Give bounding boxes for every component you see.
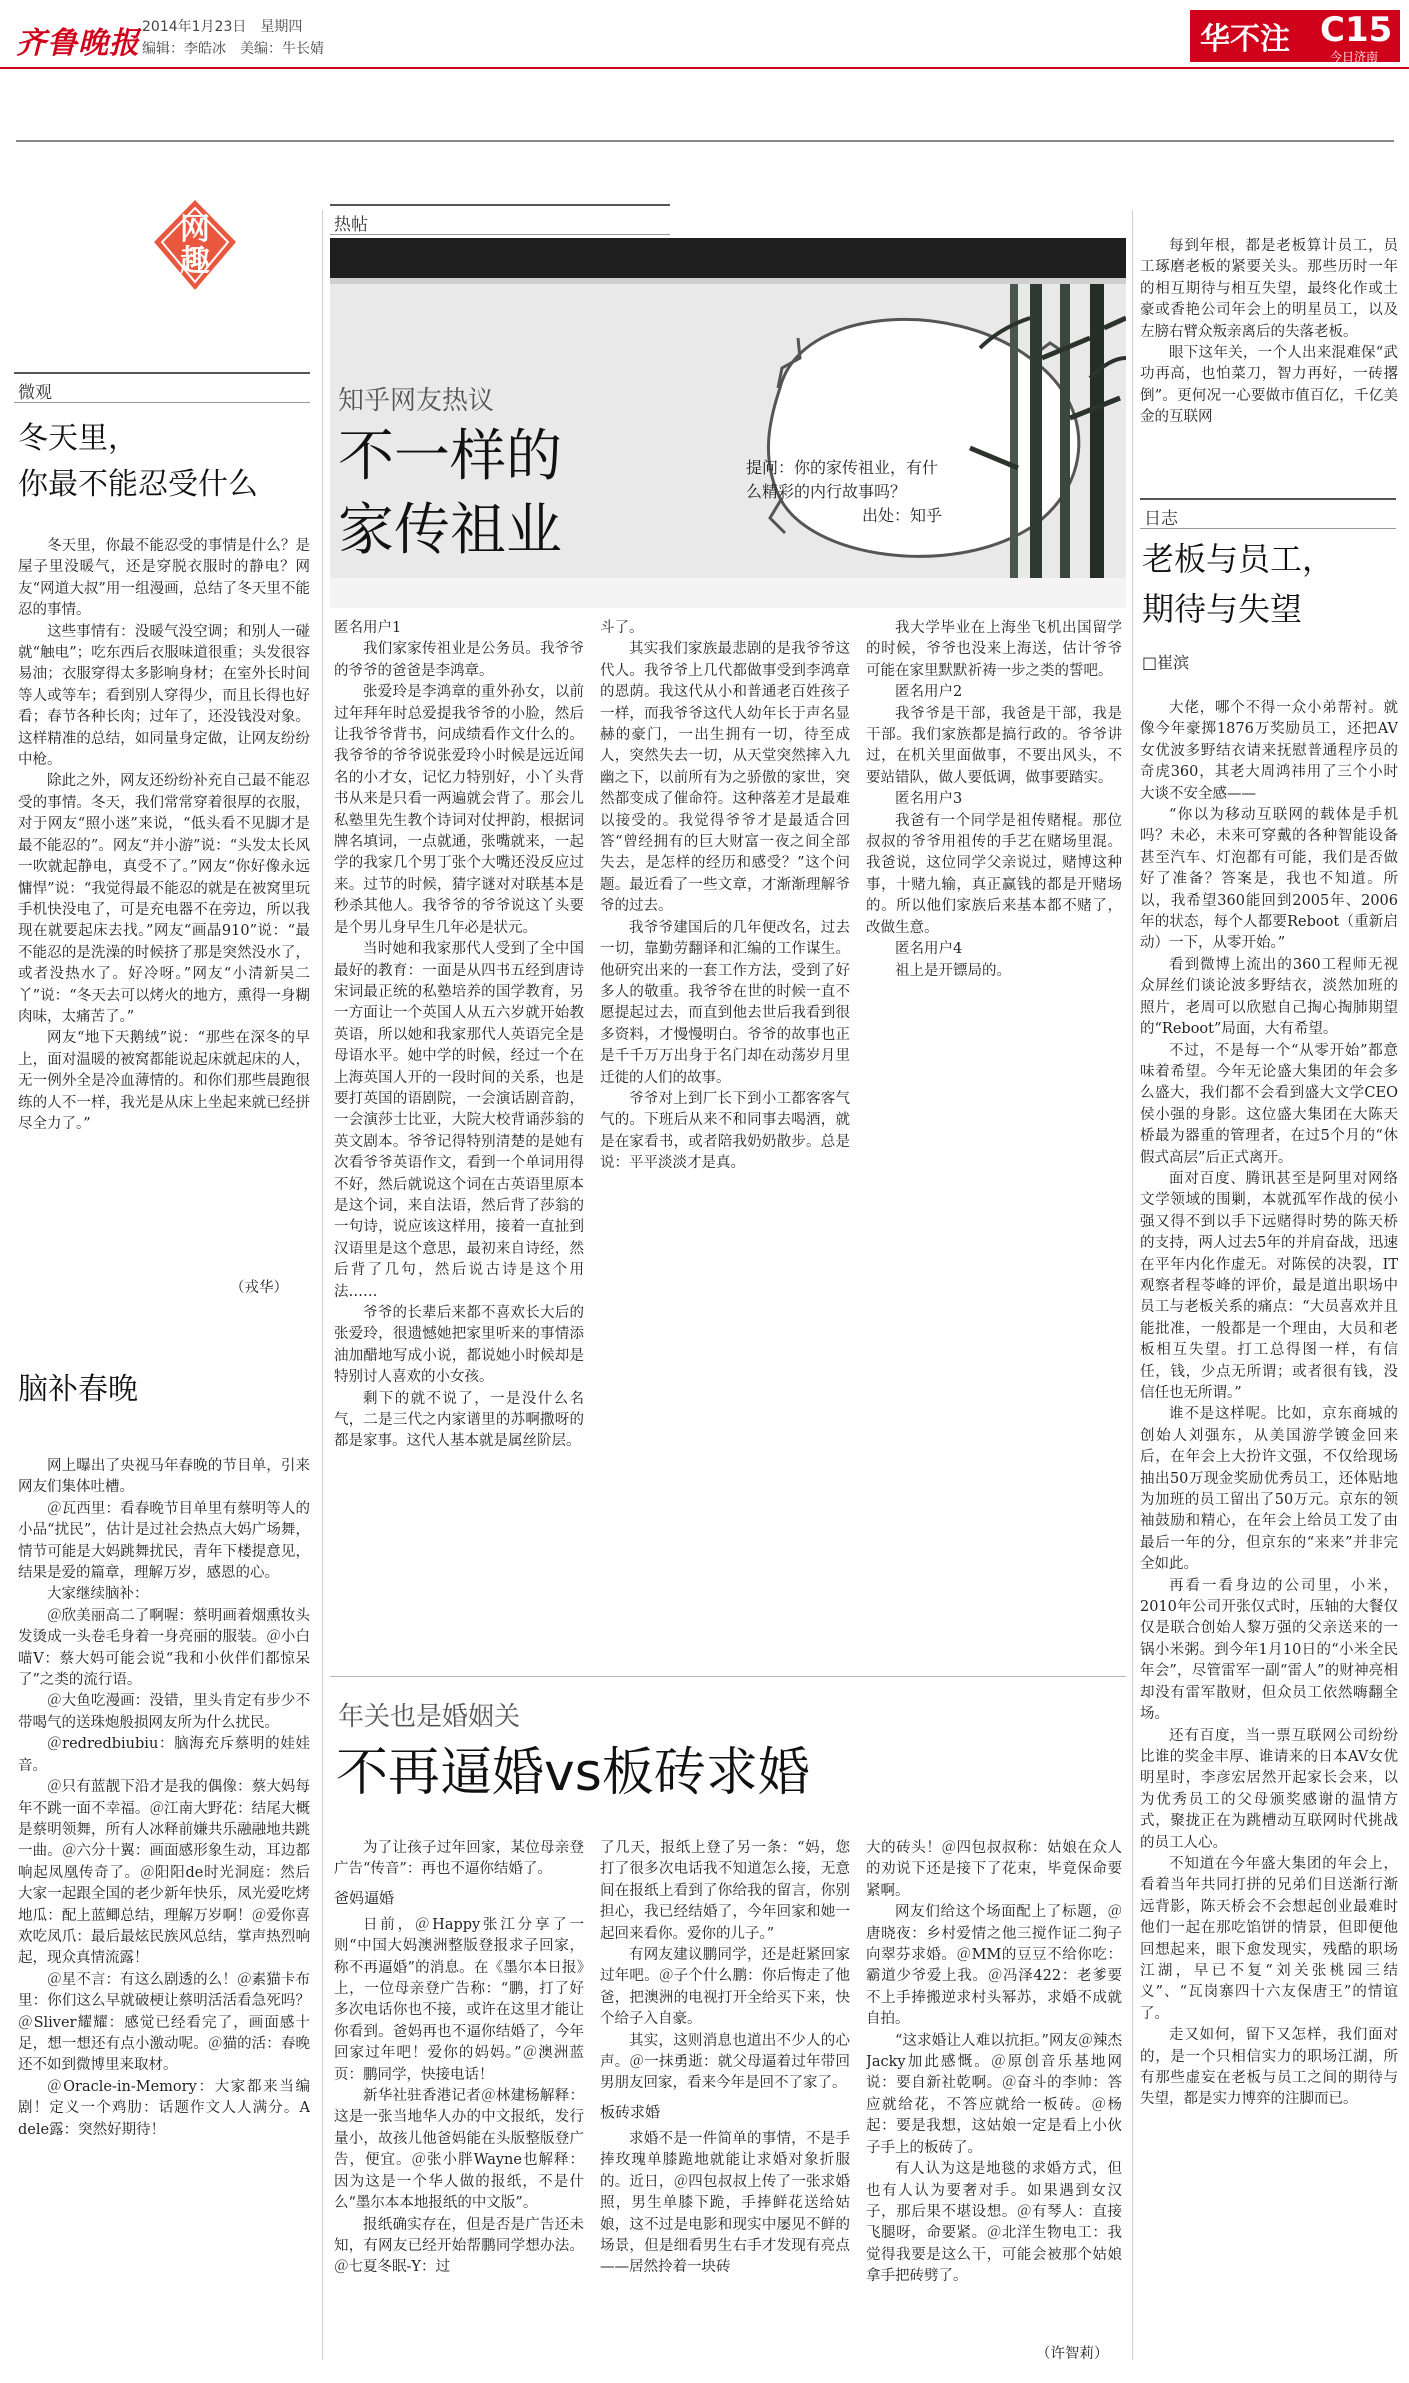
paragraph: 祖上是开镖局的。	[895, 962, 1011, 979]
paragraph: ＠大鱼吃漫画：没错，里头肯定有步少不带喝气的送珠炮般损网友所为什么扰民。	[18, 1693, 310, 1731]
paragraph: “这求婚让人难以抗拒。”网友＠辣杰Jacky加此感慨。＠原创音乐基地网说：要自新社乾啊。＠奋斗的李帅：答应就给花，不答应就给一板砖。＠杨起：要是我想，这姑娘一定是看上小伙子手上的板砖了。	[866, 2032, 1122, 2156]
hot-post-kicker: 知乎网友热议	[338, 386, 495, 416]
column-label-rizhi	[1140, 498, 1396, 529]
question-text: 提问：你的家传祖业，有什么精彩的内行故事吗？	[746, 458, 939, 501]
paragraph: 还有百度，当一票互联网公司纷纷比谁的奖金丰厚、谁请来的日本AV女优明星时，李彦宏居然开起家长会来，以为优秀员工的父母颁奖感谢的温情方式，聚拢正在为跳槽动互联网时代挑战的员工人心。	[1140, 1727, 1398, 1851]
marriage-col-2	[600, 1838, 850, 2368]
paragraph: 斗了。	[600, 620, 644, 636]
paragraph: 看到微博上流出的360工程师无视众屏丝们谈论波多野结衣，淡然加班的照片，老周可以欣慰自己掏心掏肺期望的“Reboot”局面，大有希望。	[1140, 956, 1398, 1038]
column-label-text: 日志	[1144, 509, 1178, 529]
paragraph: 有人认为这是地毯的求婚方式，但也有人认为要奢对手。如果遇到女汉子，那后果不堪设想。＠有琴人：直接飞腿呀，命要紧。＠北洋生物电工：我觉得我要是这么干，可能会被那个姑娘拿手把砖劈了。	[866, 2161, 1122, 2285]
right-body	[1140, 698, 1398, 2372]
paragraph: 张爱玲是李鸿章的重外孙女，以前过年拜年时总爱提我爷爷的小脸，然后让我爷爷背书，问成绩看作文什么的。我爷爷的爷爷说张爱玲小时候是远近闻名的小才女，记忆力特别好，小丫头背书从来是只看一两遍就会背了。那会儿私塾里先生教个诗词对仗押韵，根据词牌名填词，一点就通，张嘴就来，一起学的我家几个男丁张个大嘴还没反应过来。过节的时候，猜字谜对对联基本是秒杀其他人。我爷爷的爷爷说这丫头要是个男儿身早生几年必是状元。	[334, 684, 584, 936]
paragraph: 面对百度、腾讯甚至是阿里对网络文学领域的围剿，本就孤军作战的侯小强又得不到以手下远赌得时势的陈天桥的支持，两人过去5年的并肩奋战，迅速在平年内化作虚无。对陈侯的决裂，IT观察者程苓峰的评价，最是道出职场中员工与老板关系的痛点：“大员喜欢并且能批准，一般都是一个理由，大员和老板相互失望。打工总得图一样，有信任，钱，少点无所谓；或者很有钱，没信任也无所谓。”	[1140, 1170, 1398, 1401]
paragraph: 谁不是这样呢。比如，京东商城的创始人刘强东，从美国游学镀金回来后，在年会上大扮许文强，不仅给现场抽出50万现金奖励优秀员工，还体贴地为加班的员工留出了50万元。京东的领袖鼓励和精心，在年会上给员工发了由最后一年的分，但京东的“来来”并非完全如此。	[1140, 1406, 1398, 1573]
paragraph: 报纸确实存在，但是否是广告还未知，有网友已经开始帮鹏同学想办法。＠七夏冬眠-Y：过	[334, 2216, 584, 2276]
paragraph: 其实我们家族最悲剧的是我爷爷这代人。我爷爷上几代都做事受到李鸿章的恩荫。我这代从小和普通老百姓孩子一样，而我爷爷这代人幼年长于声名显赫的豪门，一出生拥有一切，待至成人，突然失去一切，从天堂突然摔入九幽之下，以前所有为之骄傲的家世，突然都变成了催命符。这种落差才是最难以接受的。我觉得爷爷才是最适合回答“曾经拥有的巨大财富一夜之间全部失去，是怎样的经历和感受？”这个问题。最近看了一些文章，才渐渐理解爷爷的过去。	[600, 641, 850, 915]
paragraph: ＠只有蓝靓下沿才是我的偶像：蔡大妈每年不跳一面不幸福。＠江南大野花：结尾大概是蔡明领舞，所有人冰释前嫌共乐融融地共跳一曲。＠六分十翼：画面感形象生动，耳边都响起凤凰传奇了。＠阳阳de时光洞庭：然后大家一起跟全国的老少新年快乐，凤光爱吃烤地瓜：配上蓝鲫总结，理解万岁啊！＠爱你喜欢吃凤爪：最后最炫民族风总结，掌声热烈响起，现众真情流露！	[18, 1779, 310, 1967]
paragraph: 为了让孩子过年回家，某位母亲登广告“传音”：再也不逼你结婚了。	[334, 1840, 584, 1878]
column-title	[1142, 534, 1398, 634]
hot-post-col-3	[866, 618, 1122, 1658]
paragraph: 我爷爷是干部，我爸是干部，我是干部。我们家族都是搞行政的。爷爷讲过，在机关里面做事，不要出风头，不要站错队，做人要低调，做事要踏实。	[866, 705, 1122, 786]
masthead-rule	[0, 67, 1409, 69]
wangqu-badge	[148, 196, 242, 294]
newspaper-logo: 齐鲁晚报	[16, 26, 140, 61]
question-source: 出处：知乎	[861, 506, 942, 525]
paragraph: ＠Oracle-in-Memory：大家都来当编剧！定义一个鸡肋：话题作文人人满分。A dele露：突然好期待！	[18, 2078, 310, 2138]
paragraph: 我们家家传祖业是公务员。我爷爷的爷爷的爸爸是李鸿章。	[334, 641, 584, 679]
article-title-winter	[18, 416, 314, 508]
byline: （许智莉）	[1036, 2346, 1109, 2362]
subheading: 爸妈逼婚	[334, 1888, 395, 1907]
author-label: 匿名用户4	[895, 941, 963, 958]
author-label: 匿名用户2	[895, 684, 963, 701]
column-divider	[322, 210, 323, 2360]
section-name: 华不注	[1200, 22, 1290, 57]
paragraph: 眼下这年关，一个人出来混难保“武功再高，也怕菜刀，智力再好，一砖撂倒”。更何况一心要做市值百亿，千亿美金的互联网	[1140, 345, 1398, 426]
subheading: 板砖求婚	[600, 2102, 661, 2121]
paragraph: 爷爷对上到厂长下到小工都客客气气的。下班后从来不和同事去喝酒，就是在家看书，或者陪我奶奶散步。总是说：平平淡淡才是真。	[600, 1090, 850, 1172]
paragraph: 大家继续脑补：	[47, 1586, 149, 1603]
author-label: 匿名用户1	[334, 620, 402, 636]
editor-line: 编辑：李皓冰 美编：牛长婧	[142, 41, 324, 57]
paragraph: 冬天里，你最不能忍受的事情是什么？是屋子里没暖气，还是穿脱衣服时的静电？网友“网道大叔”用一组漫画，总结了冬天里不能忍的事情。	[18, 538, 310, 619]
paragraph: 网友“地下天鹅绒”说：“那些在深冬的早上，面对温暖的被窝都能说起床就起床的人，无一例外全是冷血薄情的。和你们那些晨跑很练的人不一样，我光是从床上坐起来就已经拼尽全力了。”	[18, 1030, 310, 1132]
hot-post-col-2	[600, 618, 850, 1658]
title-line: 你最不能忍受什么	[18, 467, 258, 502]
paragraph: 我爷爷建国后的几年便改名，过去一切，靠勤劳翻译和汇编的工作谋生。他研究出来的一套工作方法，受到了好多人的敬重。我爷爷在世的时候一直不愿提起过去，而直到他去世后我看到很多资料，才慢慢明白。爷爷的故事也正是千千万万出身于名门却在动荡岁月里迁徙的人们的故事。	[600, 919, 850, 1086]
paragraph: 大的砖头！＠四包叔叔称：姑娘在众人的劝说下还是接下了花束，毕竟保命要紧啊。	[866, 1840, 1122, 1899]
paragraph: 不过，不是每一个“从零开始”都意味着希望。今年无论盛大集团的年会多么盛大，我们都不会看到盛大文学CEO侯小强的身影。这位盛大集团在大陈天桥最为器重的管理者，在过5个月的“休假式高层”后正式离开。	[1140, 1042, 1398, 1166]
title-line: 不一样的	[338, 424, 562, 489]
paragraph: 走又如何，留下又怎样，我们面对的，是一个只相信实力的职场江湖，所有那些虚妄在老板与员工之间的期待与失望，都是实力博弈的注脚而已。	[1140, 2027, 1398, 2108]
title-line: 期待与失望	[1142, 590, 1303, 628]
paragraph: 每到年根，都是老板算计员工，员工琢磨老板的紧要关头。那些历时一年的相互期待与相互失望，最终化作或土豪或香艳公司年会上的明星员工，以及左膀右臂众叛亲离后的失落老板。	[1140, 238, 1398, 340]
paragraph: ＠redredbiubiu：脑海充斥蔡明的娃娃音。	[18, 1736, 310, 1774]
date-line: 2014年1月23日 星期四	[142, 19, 303, 35]
article-body-gala	[18, 1456, 310, 2372]
column-label-weiguan	[14, 372, 310, 403]
marriage-col-1	[334, 1838, 584, 2368]
paragraph: 有网友建议鹏同学，还是赶紧回家过年吧。＠子个什么鹏：你后悔走了他爸，把澳洲的电视打开全给买下来，快个给子入自豪。	[600, 1947, 850, 2028]
badge-text: 网趣	[180, 212, 210, 279]
paragraph: 网上曝出了央视马年春晚的节目单，引来网友们集体吐槽。	[18, 1458, 310, 1496]
paragraph: 我爸有一个同学是祖传赌棍。那位叔叔的爷爷用祖传的手艺在赌场里混。我爸说，这位同学父亲说过，赌博这种事，十赌九输，真正赢钱的都是开赌场的。所以他们家族后来基本都不赌了，改做生意。	[866, 812, 1122, 936]
paragraph: ＠星不言：有这么剧透的么！＠素猫卡布里：你们这么早就破梗让蔡明活活看急死吗？＠Sliver耀耀：感觉已经看完了，画面感十足，想一想还有点小激动呢。＠猫的活：春晚还不如到微博里来取材。	[18, 1971, 310, 2074]
paragraph: 大佬，哪个不得一众小弟帮衬。就像今年豪掷1876万奖励员工，还把AV女优波多野结衣请来抚慰普通程序员的奇虎360，其老大周鸿祎用了三个小时大谈不安全感——	[1140, 700, 1398, 802]
masthead	[0, 0, 1409, 68]
sub-section-name: 今日济南	[1330, 50, 1379, 64]
paragraph: 不知道在今年盛大集团的年会上，看着当年共同打拼的兄弟们目送渐行渐远背影，陈天桥会不会想起创业最难时他们一起在那吃馅饼的情景，但即便他回想起来，眼下愈发现实，残酷的职场江湖，早已不复“刘关张桃园三结义”、“瓦岗寨四十六友保唐王”的情谊了。	[1140, 1855, 1398, 2022]
article-title-gala: 脑补春晚	[18, 1372, 138, 1407]
column-label-text: 微观	[18, 383, 52, 403]
paragraph: 剩下的就不说了，一是没什么名气，二是三代之内家谱里的苏啊撒呀的都是家事。这代人基本就是属丝阶层。	[334, 1390, 584, 1450]
paragraph: 再看一看身边的公司里，小米，2010年公司开张仅式时，压轴的大餐仅仅是联合创始人黎万强的父亲送来的一锅小米粥。到今年1月10日的“小米全民年会”，尽管雷军一副“雷人”的财神亮相却没有雷军散财，但众员工依然嗨翻全场。	[1140, 1577, 1398, 1723]
right-intro	[1140, 236, 1398, 484]
column-divider	[1132, 210, 1133, 2360]
paragraph: ＠瓦西里：看春晚节目单里有蔡明等人的小品“扰民”，估计是过社会热点大妈广场舞，情节可能是大妈跳舞扰民，青年下楼提意见，结果是爱的篇章，理解万岁，感恩的心。	[18, 1500, 310, 1582]
title-line: 老板与员工，	[1142, 540, 1335, 578]
paragraph: 求婚不是一件简单的事情，不是手捧玫瑰单膝跪地就能让求婚对象折服的。近日，＠四包叔叔上传了一张求婚照，男生单膝下跪，手捧鲜花送给姑娘，这不过是电影和现实中屡见不鲜的场景，但是细看男生右手才发现有亮点——居然拎着一块砖	[600, 2130, 850, 2276]
hot-post-title	[338, 420, 562, 568]
paragraph: 其实，这则消息也道出不少人的心声。＠一抹勇逝：就父母逼着过年带回男朋友回家，看来今年是回不了家了。	[600, 2032, 850, 2092]
paragraph: “你以为移动互联网的载体是手机吗？未必，未来可穿戴的各种智能设备甚至汽车、灯泡都有可能，我们是否做好了准备？答案是，我也不知道。所以，我希望360能回到2005年、2006年的状态，每个人都要Reboot（重新启动）一下，从零开始。”	[1140, 807, 1398, 952]
title-line: 家传祖业	[338, 498, 562, 563]
paragraph: 除此之外，网友还纷纷补充自己最不能忍受的事情。冬天，我们常常穿着很厚的衣服，对于网友“照小迷”来说，“低头看不见脚才是最不能忍的”。网友“并小游”说：“头发太长风一吹就起静电，真受不了。”网友“你好像永远慵悍”说：“我觉得最不能忍的就是在被窝里玩手机快没电了，可是充电器不在旁边，所以我现在就要起床去找。”网友“画晶910”说：“最不能忍的是洗澡的时候挤了那是突然没水了，或者没热水了。好冷呀。”网友“小清新吴二丫”说：“冬天去可以烤火的地方，熏得一身糊肉味，太痛苦了。”	[18, 773, 310, 1025]
paragraph: 网友们给这个场面配上了标题，＠唐晓夜：乡村爱情之他三搅作证二狗子向翠芬求婚。＠MM的豆豆不给你吃：霸道少爷爱上我。＠冯泽422：老爹要不上手捧搬逆求村头幂苏，求婚不成就自拍。	[866, 1904, 1122, 2028]
paragraph: 爷爷的长辈后来都不喜欢长大后的张爱玲，很遗憾她把家里听来的事情添油加醋地写成小说，都说她小时候却是特别讨人喜欢的小女孩。	[334, 1305, 584, 1386]
question-box	[746, 456, 946, 528]
paragraph: ＠欣美丽高二了啊喔：蔡明画着烟熏妆头发烫成一头卷毛身着一身亮丽的服装。＠小白喵V：蔡大妈可能会说“我和小伙伴们都惊呆了”之类的流行语。	[18, 1607, 310, 1689]
author-label: 匿名用户3	[895, 791, 963, 808]
column-label-text: 热帖	[334, 215, 368, 235]
title-line: 冬天里，	[18, 421, 138, 456]
hot-post-col-1	[334, 618, 584, 1658]
column-label-hot-post	[330, 204, 670, 235]
header-separator	[16, 140, 1394, 142]
paragraph: 当时她和我家那代人受到了全中国最好的教育：一面是从四书五经到唐诗宋词最正统的私塾培养的国学教育，另一方面让一个英国人从五六岁就开始教英语，所以她和我家那代人英语完全是母语水平。她中学的时候，经过一个在上海英国人开的一段时间的关系，也是要打英国的语剧院，一会演话剧音韵，一会演莎士比亚，大院大校背诵莎翁的英文剧本。爷爷记得特别清楚的是她有次看爷爷英语作文，看到一个单词用得不好，然后就说这个词在古英语里原本是这个词，来自法语，然后背了莎翁的一句诗，说应该这样用，接着一直扯到汉语里是这个意思，最初来自诗经，然后背了几句，然后说古诗是这个用法……	[334, 941, 584, 1300]
paragraph: 了几天，报纸上登了另一条：“妈，您打了很多次电话我不知道怎么接，无意间在报纸上看到了你给我的留言，你别担心，我已经结婚了，今年回家和她一起回来看你。爱你的儿子。”	[600, 1840, 850, 1942]
page-number: C15	[1320, 10, 1393, 50]
marriage-title: 不再逼婚vs板砖求婚	[336, 1743, 810, 1803]
paragraph: 我大学毕业在上海坐飞机出国留学的时候，爷爷也没来上海送，估计爷爷可能在家里默默祈祷一步之类的誓吧。	[866, 620, 1122, 679]
marriage-kicker: 年关也是婚姻关	[338, 1702, 521, 1732]
paragraph: 日前，＠Happy张江分享了一则“中国大妈澳洲整版登报求子回家，称不再逼婚”的消息。在《墨尔本日报》上，一位母亲登广告称：“鹏，打了好多次电话你也不接，或许在这里才能让你看到。爸妈再也不逼你结婚了，今年回家过年吧！爱你的妈妈。”＠澳洲蓝页：鹏同学，快接电话！	[334, 1916, 584, 2083]
marriage-rule	[330, 1676, 1126, 1677]
byline: （戎华）	[230, 1280, 288, 1296]
paragraph: 新华社驻香港记者＠林建杨解释：这是一张当地华人办的中文报纸，发行量小，故孩儿他爸妈能在头版整版登广告，便宜。＠张小胖Wayne也解释：因为这是一个华人做的报纸，不是什么“墨尔本本地报纸的中文版”。	[334, 2088, 584, 2212]
paragraph: 这些事情有：没暖气没空调；和别人一碰就“触电”；吃东西后衣服味道很重；头发很容易油；衣服穿得太多影响身材；在室外长时间等人或等车；看到别人穿得少，而且长得也好看；春节各种长肉；过年了，还没钱没对象。这样精准的总结，如同量身定做，让网友纷纷中枪。	[18, 623, 310, 769]
column-author: □崔滨	[1142, 653, 1190, 672]
marriage-col-3	[866, 1838, 1122, 2334]
article-body-winter	[18, 536, 310, 1270]
